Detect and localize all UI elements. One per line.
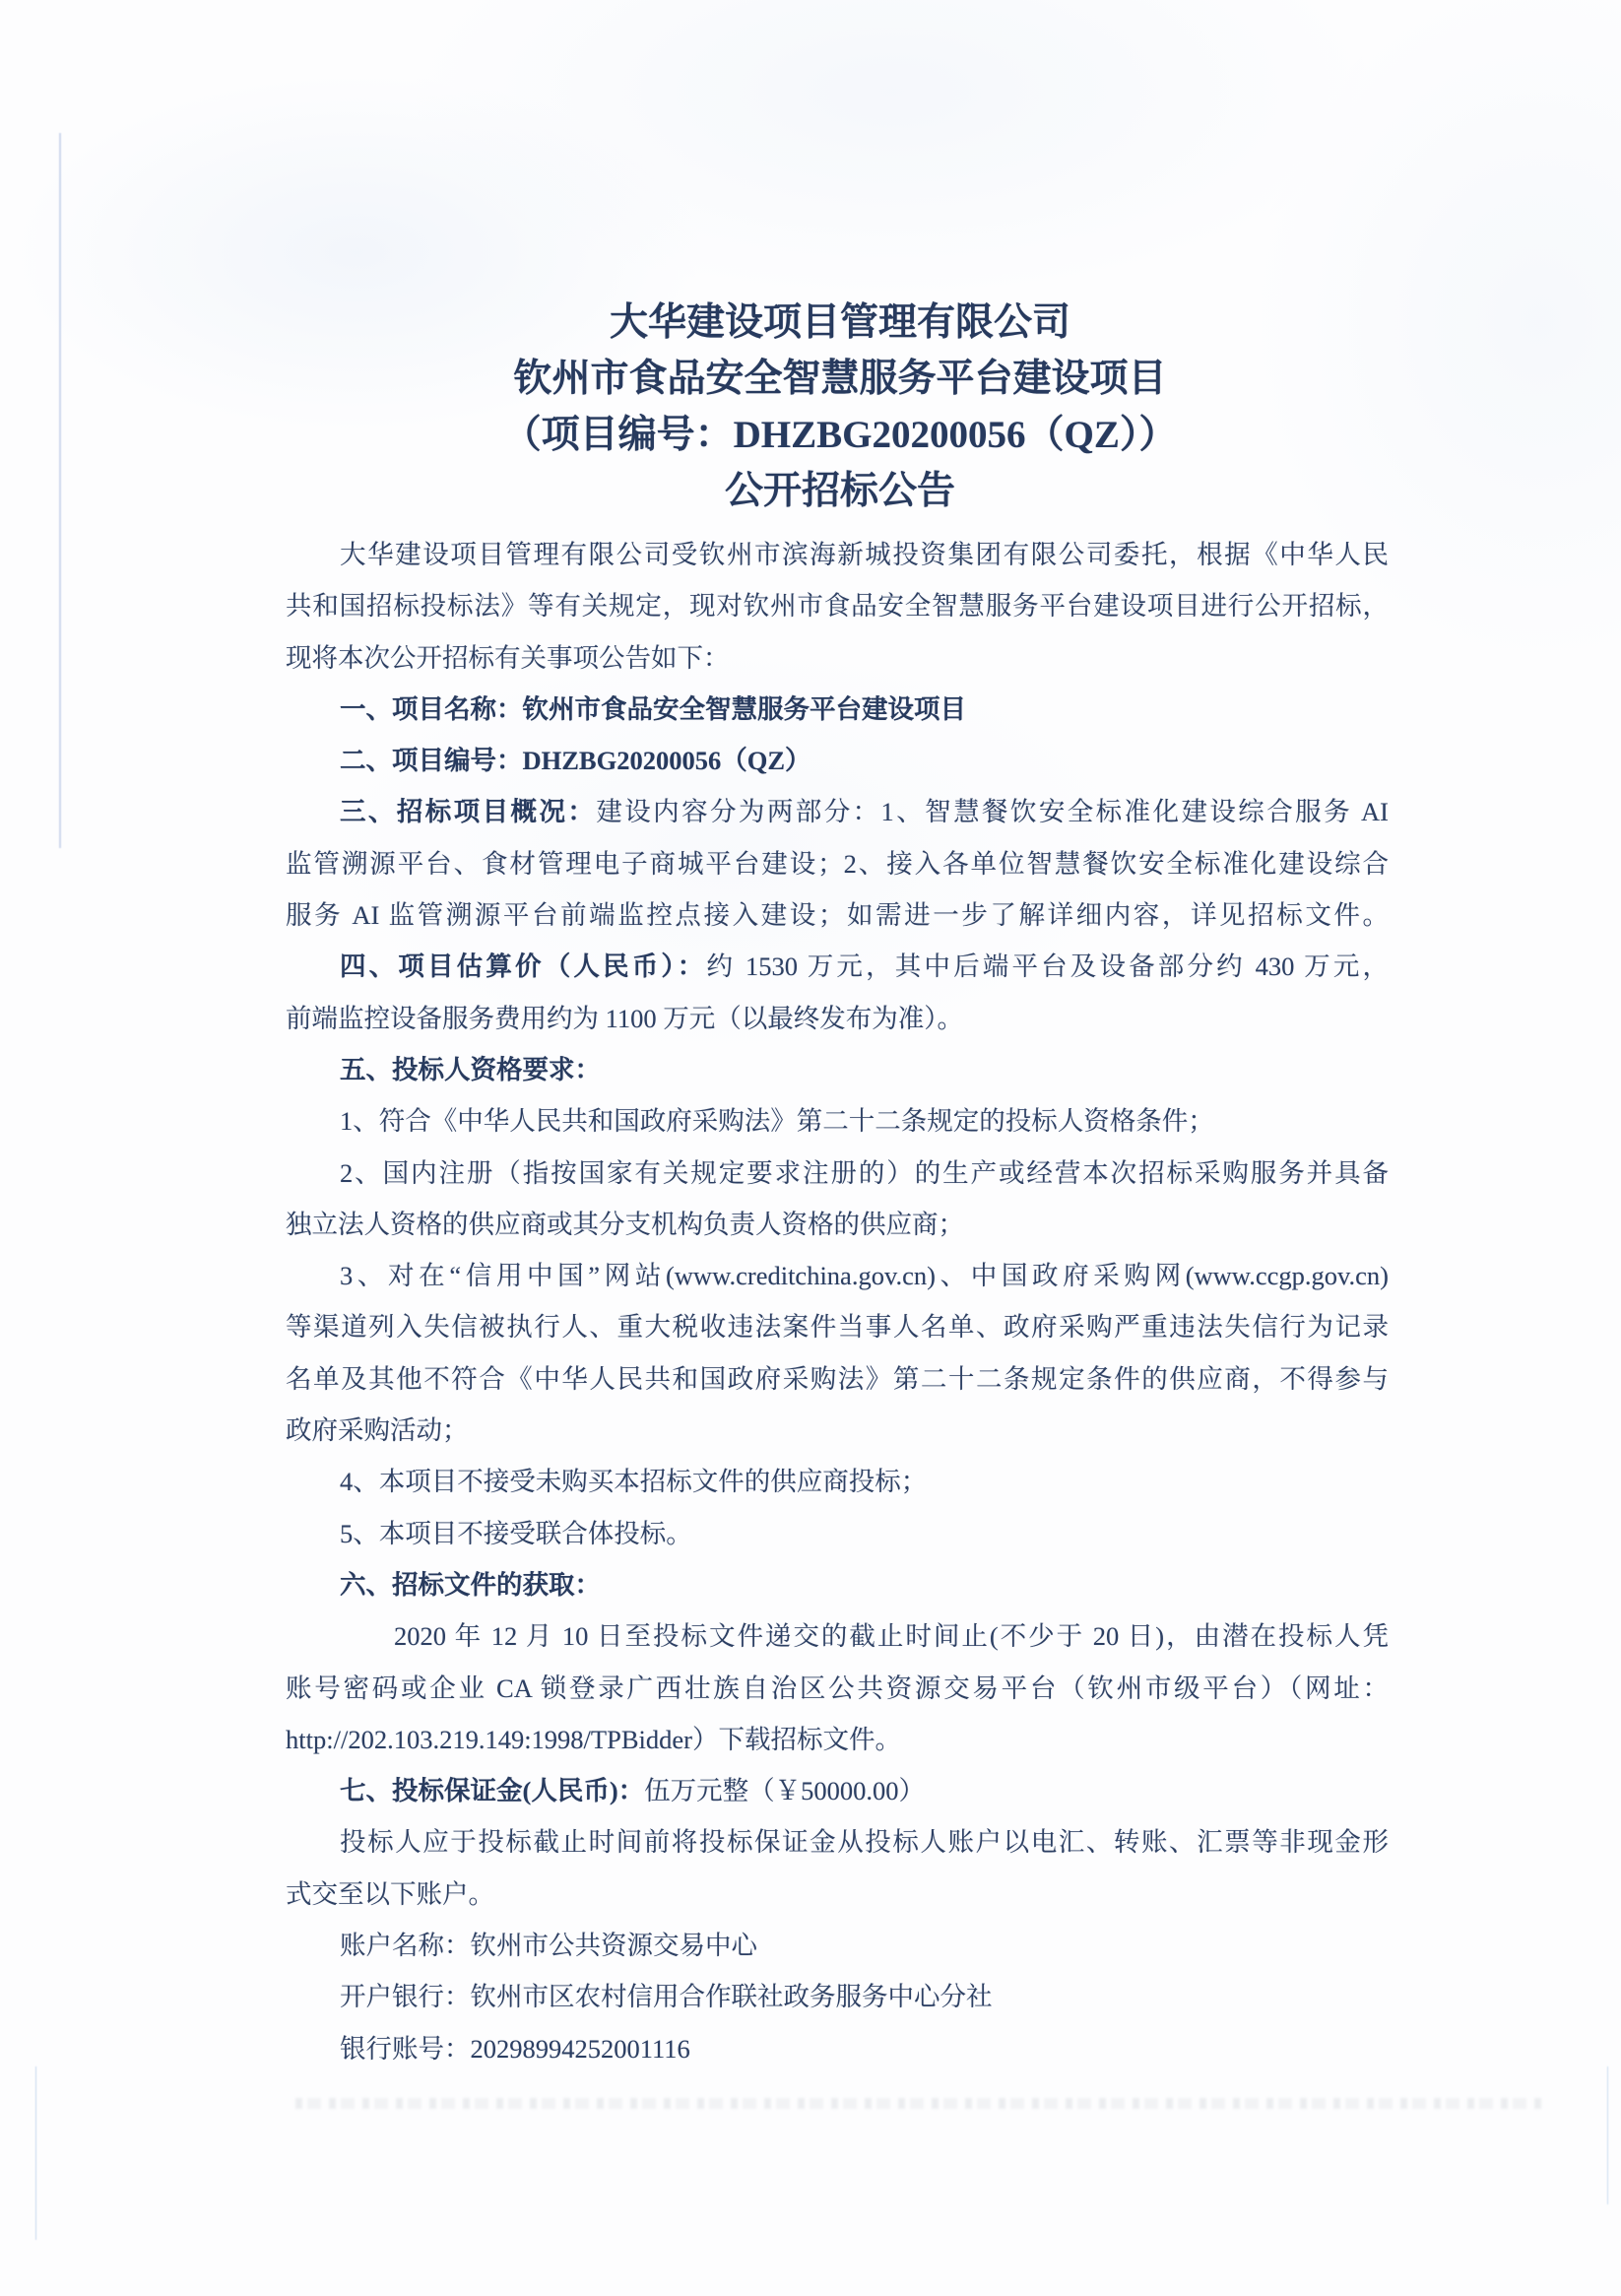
line-text-run: 2020 年 12 月 10 日至投标文件递交的截止时间止(不少于 20 日)，由潜在投标人凭	[394, 1621, 1389, 1652]
section-heading-bid-bond	[286, 1765, 1389, 1816]
line-text-run: 约 1530 万元，其中后端平台及设备部分约 430 万元，	[706, 951, 1389, 982]
text-line	[286, 632, 1389, 684]
bank-account-number-line	[286, 2023, 1389, 2074]
section-heading-obtaining-documents	[286, 1559, 1389, 1610]
bank-name-line	[286, 1971, 1389, 2022]
section-heading-project-overview	[286, 786, 1389, 837]
line-text-run: 服务 AI 监管溯源平台前端监控点接入建设；如需进一步了解详细内容，详见招标文件。	[286, 900, 1389, 931]
line-text-run: 政府采购活动；	[286, 1415, 469, 1446]
scan-artifact-bottom-left-line	[35, 2066, 36, 2240]
line-bold-run: 二、项目编号：DHZBG20200056（QZ）	[340, 746, 811, 776]
text-line	[286, 1816, 1389, 1868]
text-line	[286, 1199, 1389, 1250]
section-heading-bidder-qualifications	[286, 1044, 1389, 1095]
line-text-run: 现将本次公开招标有关事项公告如下：	[286, 642, 730, 673]
line-text-run: 1、符合《中华人民共和国政府采购法》第二十二条规定的投标人资格条件；	[340, 1106, 1214, 1137]
document-title-block	[295, 295, 1385, 519]
line-text-run: 共和国招标投标法》等有关规定，现对钦州市食品安全智慧服务平台建设项目进行公开招标，	[286, 591, 1389, 622]
list-item-4	[286, 1456, 1389, 1507]
section-heading-project-name	[286, 684, 1389, 735]
scan-artifact-bleedthrough-text	[295, 2098, 1546, 2109]
line-bold-run: 三、招标项目概况：	[340, 797, 597, 827]
title-line-project: 钦州市食品安全智慧服务平台建设项目	[513, 358, 1167, 400]
line-text-run: 账号密码或企业 CA 锁登录广西壮族自治区公共资源交易平台（钦州市级平台）（网址：	[286, 1673, 1389, 1703]
line-text-run: http://202.103.219.149:1998/TPBidder）下载招标文件。	[286, 1724, 901, 1754]
list-item-5	[286, 1508, 1389, 1559]
line-text-run: 独立法人资格的供应商或其分支机构负责人资格的供应商；	[286, 1209, 964, 1239]
line-text-run: 等渠道列入失信被执行人、重大税收违法案件当事人名单、政府采购严重违法失信行为记录	[286, 1312, 1389, 1343]
account-name-line	[286, 1920, 1389, 1971]
line-bold-run: 六、招标文件的获取：	[340, 1569, 601, 1600]
line-text-run: 监管溯源平台、食材管理电子商城平台建设；2、接入各单位智慧餐饮安全标准化建设综合	[286, 848, 1389, 879]
line-text-run: 2、国内注册（指按国家有关规定要求注册的）的生产或经营本次招标采购服务并具备	[340, 1157, 1389, 1188]
list-item-2	[286, 1148, 1389, 1199]
text-line	[286, 993, 1389, 1044]
text-line	[286, 1663, 1389, 1714]
scan-artifact-left-line	[59, 133, 61, 848]
line-text-run: 名单及其他不符合《中华人民共和国政府采购法》第二十二条规定条件的供应商，不得参与	[286, 1363, 1389, 1394]
line-text-run: 投标人应于投标截止时间前将投标保证金从投标人账户以电汇、转账、汇票等非现金形	[340, 1827, 1389, 1858]
line-bold-run: 四、项目估算价（人民币）：	[340, 951, 707, 982]
line-text-run: 开户银行：钦州市区农村信用合作联社政务服务中心分社	[340, 1982, 993, 2012]
text-line	[286, 1610, 1389, 1662]
document-body	[286, 529, 1389, 2074]
text-line	[286, 1301, 1389, 1352]
list-item-3	[286, 1250, 1389, 1301]
line-text-run: 建设内容分为两部分：1、智慧餐饮安全标准化建设综合服务 AI	[596, 797, 1389, 827]
text-line	[286, 889, 1389, 941]
line-text-run: 式交至以下账户。	[286, 1878, 494, 1909]
line-bold-run: 七、投标保证金(人民币)：	[340, 1776, 645, 1806]
scan-artifact-bottom-right-line	[1607, 2066, 1608, 2204]
text-line	[286, 1869, 1389, 1920]
line-bold-run: 五、投标人资格要求：	[340, 1054, 601, 1084]
line-text-run: 前端监控设备服务费用约为 1100 万元（以最终发布为准）。	[286, 1003, 964, 1033]
text-line	[286, 838, 1389, 889]
text-line	[286, 1353, 1389, 1405]
text-line	[286, 1405, 1389, 1456]
line-text-run: 大华建设项目管理有限公司受钦州市滨海新城投资集团有限公司委托，根据《中华人民	[340, 540, 1389, 569]
section-heading-project-number	[286, 735, 1389, 786]
line-text-run: 账户名称：钦州市公共资源交易中心	[340, 1931, 757, 1961]
line-text-run: 4、本项目不接受未购买本招标文件的供应商投标；	[340, 1467, 928, 1497]
list-item-1	[286, 1095, 1389, 1147]
line-text-run: 银行账号：20298994252001116	[340, 2033, 690, 2064]
download-url-line	[286, 1714, 1389, 1765]
text-line	[286, 529, 1389, 580]
title-line-company: 大华建设项目管理有限公司	[609, 301, 1070, 344]
section-heading-estimated-price	[286, 941, 1389, 992]
line-text-run: 3、对在“信用中国”网站(www.creditchina.gov.cn)、中国政府采购网(www.ccgp.gov.cn)	[340, 1261, 1389, 1291]
title-line-announcement-type: 公开招标公告	[724, 470, 955, 512]
title-line-project-number: （项目编号：DHZBG20200056（QZ））	[502, 414, 1178, 456]
line-bold-run: 一、项目名称：钦州市食品安全智慧服务平台建设项目	[340, 693, 966, 724]
line-text-run: 5、本项目不接受联合体投标。	[340, 1518, 692, 1548]
line-text-run: 伍万元整（￥50000.00）	[644, 1776, 926, 1806]
text-line	[286, 580, 1389, 631]
